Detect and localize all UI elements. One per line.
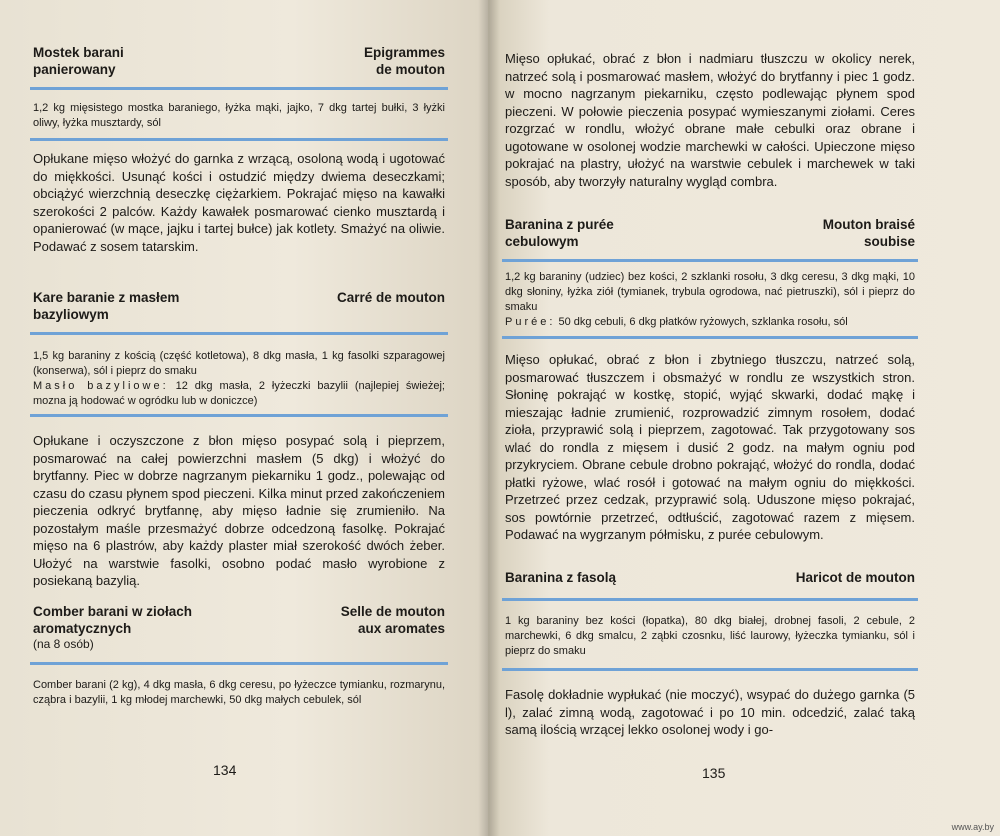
title-line: Mostek barani <box>33 45 124 60</box>
page-134 <box>0 0 488 836</box>
recipe-instructions: Fasolę dokładnie wypłukać (nie moczyć), wsypać do dużego garnka (5 l), zalać zimną wodą, zagotować i po 10 min. odcedzić, zalać taką samą ilością wrzącej lekko osolonej wody i go- <box>505 687 915 737</box>
recipe-instructions: Opłukane mięso włożyć do garnka z wrzącą, osoloną wodą i ugotować do miękkości. Usunąć kości i ostudzić między dwiema deseczkami; obciążyć wierzchnią deseczkę ciężarkiem. Pokrajać mięso na kawałki szerokości 2 palców. Każdy kawałek posmarować cienko musztardą i opanierować (w mące, jajku i tartej bułce) jak kotlety. Smażyć na oliwie. Podawać z sosem tatarskim. <box>33 151 445 254</box>
recipe-heading-puree <box>505 216 915 252</box>
title-line: de mouton <box>376 62 445 77</box>
title-line: aromatycznych <box>33 621 132 636</box>
ingredients-list: Comber barani (2 kg), 4 dkg masła, 6 dkg ceresu, po łyżeczce tymianku, rozmarynu, cząbra i bazylii, 1 kg młodej marchewki, 50 dkg małych cebulek, sól <box>33 679 445 706</box>
title-line: Baranina z fasolą <box>505 570 617 585</box>
title-line: Kare baranie z masłem <box>33 290 180 305</box>
recipe-instructions: Opłukane i oczyszczone z błon mięso posypać solą i pieprzem, posmarować na całej powierzchni masłem (5 dkg) i włożyć do brytfanny. Piec w dobrze nagrzanym piekarniku 1 godz., polewając od czasu do czasu płynem spod pieczeni. Kilka minut przed zakończeniem pieczenia odkryć brytfannę, aby mięso ładnie się zrumieniło. Na pozostałym maśle przesmażyć dobrze odcedzoną fasolkę. Pokrajać mięso na 6 plastrów, aby każdy plaster miał szerokość dwóch żeber. Ułożyć na warstwie fasolki, osobno podać masło wyrobione z posiekaną bazylią. <box>33 433 445 588</box>
ingredients-text: 1,5 kg baraniny z kością (część kotletowa), 8 dkg masła, 1 kg fasolki szparagowej (konserwa), sól i pieprz do smaku <box>33 350 445 377</box>
recipe-title-french <box>823 216 915 250</box>
servings-note: (na 8 osób) <box>33 637 94 651</box>
sub-ingredients-label: Masło bazyliowe: <box>33 380 169 392</box>
recipe-title-french <box>796 569 915 586</box>
recipe-title-polish <box>505 216 614 250</box>
recipe-title-french <box>341 603 445 637</box>
page-number: 134 <box>213 762 237 778</box>
sub-ingredients-label: Purée: <box>505 316 556 328</box>
title-line: Mouton braisé <box>822 217 915 232</box>
divider-rule <box>30 662 448 665</box>
recipe-instructions: Mięso opłukać, obrać z błon i zbytniego tłuszczu, natrzeć solą, posmarować tłuszczem i obsmażyć w rondlu ze wszystkich stron. Słoninę pokrająć w kostkę, stopić, wyjąć skwarki, dodać mąkę i mieszając ładnie zrumienić, rozprowadzić zimnym rosołem, dodać zioła, przyprawić solą i pieprzem, zagotować. Tak przygotowany sos wlać do rondla z mięsem i dusić 2 godz. na małym ogniu pod przykryciem. Obrane cebule drobno pokrająć, włożyć do rondla, dodać płatki ryżowe, wlać rosół i gotować na małym ogniu do miękkości. Przetrzeć przez cedzak, przyprawić solą. Uduszone mięso pokrajać, sos powtórnie przetrzeć, odtłuścić, zagotować razem z mięsem. Podawać na wygrzanym półmisku, z purée cebulowym. <box>505 352 915 542</box>
title-line: Epigrammes <box>363 45 445 60</box>
recipe-title-polish <box>33 289 179 323</box>
watermark: www.ay.by <box>951 822 994 832</box>
divider-rule <box>30 414 448 417</box>
title-line: bazyliowym <box>33 307 109 322</box>
recipe-heading-comber <box>33 603 445 639</box>
title-line: aux aromates <box>357 621 445 636</box>
title-line: Haricot de mouton <box>795 570 915 585</box>
recipe-heading-kare <box>33 289 445 325</box>
divider-rule <box>30 332 448 335</box>
book-gutter-shadow <box>478 0 500 836</box>
ingredients-list: 1,2 kg mięsistego mostka baraniego, łyżka mąki, jajko, 7 dkg tartej bułki, 3 łyżki oliwy, łyżka musztardy, sól <box>33 102 445 129</box>
ingredients-list: 1 kg baraniny bez kości (łopatka), 80 dkg białej, drobnej fasoli, 2 cebule, 2 marchewki, 6 dkg smalcu, 2 ząbki czosnku, liść laurowy, łyżeczka tymianku, sól i pieprz do smaku <box>505 615 915 657</box>
title-line: soubise <box>863 234 915 249</box>
title-line: Comber barani w ziołach <box>33 604 193 619</box>
title-line: Baranina z purée <box>505 217 614 232</box>
recipe-title-french <box>337 289 445 306</box>
title-line: Selle de mouton <box>340 604 445 619</box>
divider-rule <box>30 87 448 90</box>
divider-rule <box>502 668 918 671</box>
title-line: Carré de mouton <box>336 290 445 305</box>
ingredients-list <box>505 270 915 330</box>
recipe-title-french <box>364 44 445 78</box>
recipe-title-polish <box>505 569 616 586</box>
recipe-title-polish <box>33 44 124 78</box>
divider-rule <box>502 259 918 262</box>
divider-rule <box>502 336 918 339</box>
recipe-heading-mostek <box>33 44 445 80</box>
page-number: 135 <box>702 765 726 781</box>
title-line: cebulowym <box>505 234 579 249</box>
page-135 <box>488 0 1000 836</box>
recipe-title-polish <box>33 603 192 637</box>
recipe-heading-fasola <box>505 569 915 587</box>
title-line: panierowany <box>33 62 116 77</box>
divider-rule <box>30 138 448 141</box>
ingredients-list <box>33 349 445 409</box>
ingredients-text: 1,2 kg baraniny (udziec) bez kości, 2 szklanki rosołu, 3 dkg ceresu, 3 dkg mąki, 10 dkg słoniny, łyżka ziół (tymianek, trybula ogrodowa, nać pietruszki), sól i pieprz do smaku <box>505 271 915 313</box>
divider-rule <box>502 598 918 601</box>
sub-ingredients-text: 12 dkg masła, 2 łyżeczki bazylii (najlepiej świeżej; mozna ją hodować w ogródku lub w doniczce) <box>33 380 445 407</box>
recipe-instructions-continued: Mięso opłukać, obrać z błon i nadmiaru tłuszczu w okolicy nerek, natrzeć solą i posmarować masłem, włożyć do brytfanny i piec 1 godz. w mocno nagrzanym piekarniku, często podlewając płynem spod pieczeni. W połowie pieczenia posypać wymieszanymi ziołami. Ceres rozgrzać w rondlu, włożyć obrane małe cebulki oraz obrane i ugotowane w osolonej wodzie marchewki w całości. Upieczone mięso pokrajać na plastry, ułożyć na warstwie cebulek i marchewek w taki sposób, aby tworzyły naturalny wygląd combra. <box>505 51 915 189</box>
sub-ingredients-text: 50 dkg cebuli, 6 dkg płatków ryżowych, szklanka rosołu, sól <box>558 316 848 328</box>
